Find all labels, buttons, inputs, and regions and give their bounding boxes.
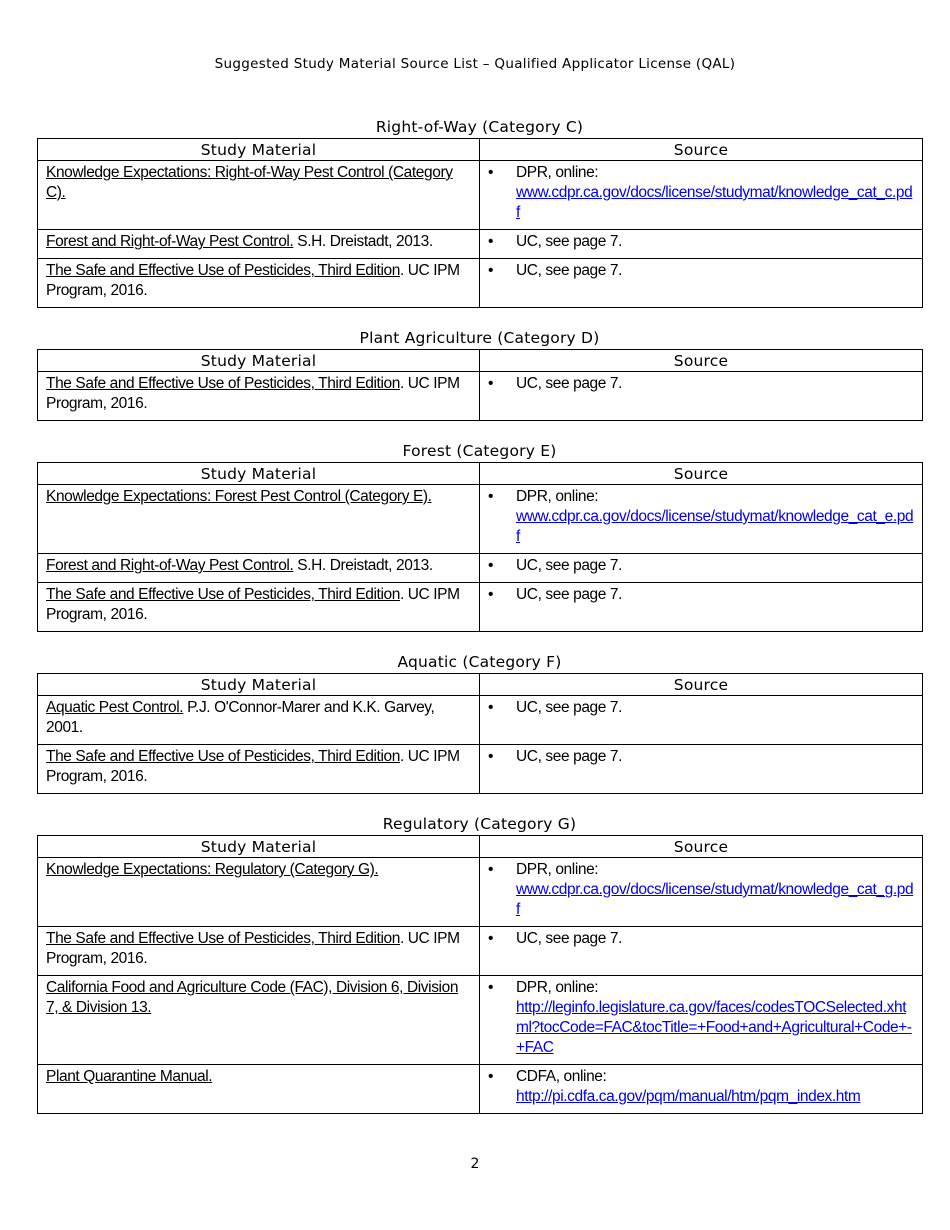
column-header-source: Source [480,674,923,696]
table-row [38,745,923,794]
study-material-cell [38,485,480,554]
source-list-item [488,747,914,767]
material-citation: . UC IPM Program, 2016. [46,748,460,785]
source-text [516,747,914,767]
study-material-cell [38,161,480,230]
source-cell [480,696,923,745]
table-row [38,583,923,632]
source-cell [480,583,923,632]
table-row [38,372,923,421]
source-text [516,556,914,576]
bullet-icon: • [488,375,494,392]
category-section [37,652,922,794]
material-title: Knowledge Expectations: Regulatory (Category G). [46,861,379,878]
section-title: Right-of-Way (Category C) [375,118,584,136]
source-text [516,487,914,547]
source-text [516,585,914,605]
bullet-icon: • [488,861,494,878]
source-cell [480,858,923,927]
source-link[interactable]: www.cdpr.ca.gov/docs/license/studymat/knowledge_cat_e.pdf [516,508,914,545]
table-row [38,259,923,308]
material-citation: S.H. Dreistadt, 2013. [293,233,433,250]
study-material-cell [38,372,480,421]
source-label: DPR, online: [516,861,599,878]
source-list-item [488,374,914,394]
material-title: Knowledge Expectations: Forest Pest Control (Category E). [46,488,432,505]
bullet-icon: • [488,930,494,947]
study-material-cell [38,583,480,632]
source-text [516,978,914,1058]
study-material-cell [38,259,480,308]
source-label: UC, see page 7. [516,557,623,574]
source-cell [480,230,923,259]
bullet-icon: • [488,164,494,181]
source-text [516,860,914,920]
material-title: The Safe and Effective Use of Pesticides, Third Edition [46,586,400,603]
table-row [38,858,923,927]
source-list-item [488,1067,914,1107]
source-list-item [488,698,914,718]
material-citation: P.J. O'Connor-Marer and K.K. Garvey, 2001. [46,699,435,736]
study-material-cell [38,976,480,1065]
study-material-content [37,117,922,1134]
material-title: Plant Quarantine Manual. [46,1068,213,1085]
bullet-icon: • [488,979,494,996]
study-material-cell [38,696,480,745]
table-row [38,230,923,259]
source-list-item [488,978,914,1058]
category-section [37,328,922,421]
table-row [38,927,923,976]
source-label: DPR, online: [516,164,599,181]
bullet-icon: • [488,699,494,716]
study-material-table [37,673,923,794]
column-header-source: Source [480,836,923,858]
section-title: Forest (Category E) [402,442,557,460]
source-cell [480,259,923,308]
source-list-item [488,556,914,576]
material-title: The Safe and Effective Use of Pesticides, Third Edition [46,748,400,765]
study-material-cell [38,858,480,927]
source-label: UC, see page 7. [516,930,623,947]
material-title: Forest and Right-of-Way Pest Control. [46,557,294,574]
source-label: UC, see page 7. [516,233,623,250]
source-cell [480,372,923,421]
page-number: 2 [470,1156,480,1172]
source-link[interactable]: www.cdpr.ca.gov/docs/license/studymat/knowledge_cat_g.pdf [516,881,914,918]
source-text [516,374,914,394]
category-section [37,814,922,1114]
source-list-item [488,261,914,281]
table-row [38,161,923,230]
study-material-table [37,835,923,1114]
source-label: UC, see page 7. [516,586,623,603]
section-title: Aquatic (Category F) [397,653,562,671]
column-header-study-material: Study Material [38,463,480,485]
category-section [37,441,922,632]
table-row [38,976,923,1065]
table-row [38,1065,923,1114]
study-material-cell [38,745,480,794]
source-list-item [488,860,914,920]
source-text [516,261,914,281]
source-label: UC, see page 7. [516,748,623,765]
source-text [516,1067,914,1107]
source-label: DPR, online: [516,488,599,505]
material-citation: . UC IPM Program, 2016. [46,262,460,299]
column-header-source: Source [480,350,923,372]
material-title: Knowledge Expectations: Right-of-Way Pest Control (Category C). [46,164,453,201]
source-link[interactable]: http://pi.cdfa.ca.gov/pqm/manual/htm/pqm_index.htm [516,1088,861,1105]
bullet-icon: • [488,233,494,250]
bullet-icon: • [488,557,494,574]
table-row [38,554,923,583]
bullet-icon: • [488,262,494,279]
table-row [38,696,923,745]
column-header-study-material: Study Material [38,836,480,858]
source-text [516,232,914,252]
page-header-title: Suggested Study Material Source List – Qualified Applicator License (QAL) [214,56,736,72]
material-citation: S.H. Dreistadt, 2013. [293,557,433,574]
bullet-icon: • [488,1068,494,1085]
source-list-item [488,163,914,223]
study-material-cell [38,230,480,259]
source-list-item [488,487,914,547]
source-label: UC, see page 7. [516,262,623,279]
column-header-source: Source [480,139,923,161]
source-label: UC, see page 7. [516,699,623,716]
source-cell [480,745,923,794]
material-citation: . UC IPM Program, 2016. [46,375,460,412]
source-label: UC, see page 7. [516,375,623,392]
table-row [38,485,923,554]
source-list-item [488,585,914,605]
study-material-table [37,349,923,421]
study-material-cell [38,554,480,583]
column-header-study-material: Study Material [38,350,480,372]
material-citation: . UC IPM Program, 2016. [46,586,460,623]
source-cell [480,976,923,1065]
source-cell [480,161,923,230]
source-cell [480,554,923,583]
column-header-study-material: Study Material [38,674,480,696]
bullet-icon: • [488,586,494,603]
source-link[interactable]: www.cdpr.ca.gov/docs/license/studymat/knowledge_cat_c.pdf [516,184,913,221]
section-title: Plant Agriculture (Category D) [359,329,600,347]
source-list-item [488,232,914,252]
bullet-icon: • [488,748,494,765]
source-cell [480,1065,923,1114]
material-title: The Safe and Effective Use of Pesticides, Third Edition [46,262,400,279]
material-title: Aquatic Pest Control. [46,699,184,716]
source-text [516,698,914,718]
source-label: DPR, online: [516,979,599,996]
study-material-cell [38,1065,480,1114]
source-link[interactable]: http://leginfo.legislature.ca.gov/faces/codesTOCSelected.xhtml?tocCode=FAC&tocTitle=+Food+and+Agricultural+Code+-+FAC [516,999,912,1056]
category-section [37,117,922,308]
study-material-table [37,462,923,632]
section-title: Regulatory (Category G) [382,815,577,833]
study-material-table [37,138,923,308]
material-title: Forest and Right-of-Way Pest Control. [46,233,294,250]
source-text [516,929,914,949]
source-cell [480,927,923,976]
bullet-icon: • [488,488,494,505]
material-title: The Safe and Effective Use of Pesticides, Third Edition [46,930,400,947]
material-citation: . UC IPM Program, 2016. [46,930,460,967]
source-cell [480,485,923,554]
material-title: California Food and Agriculture Code (FAC), Division 6, Division 7, & Division 13. [46,979,459,1016]
study-material-cell [38,927,480,976]
column-header-source: Source [480,463,923,485]
material-title: The Safe and Effective Use of Pesticides, Third Edition [46,375,400,392]
source-label: CDFA, online: [516,1068,607,1085]
source-list-item [488,929,914,949]
source-text [516,163,914,223]
column-header-study-material: Study Material [38,139,480,161]
